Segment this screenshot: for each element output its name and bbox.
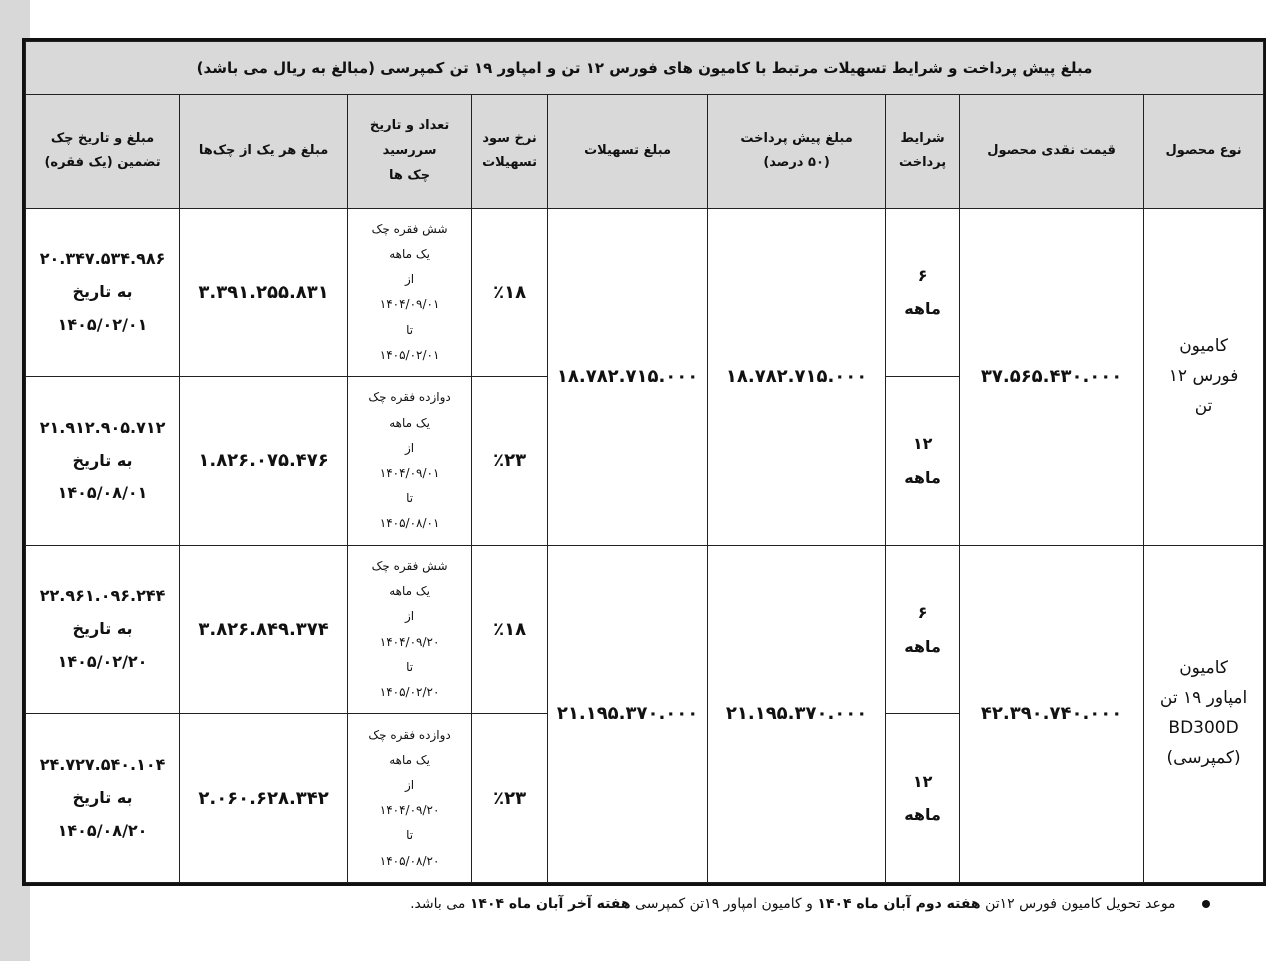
product-name-line: BD300D [1168, 717, 1239, 738]
product-name-line: تن [1194, 395, 1213, 416]
header-prepayment [708, 95, 886, 208]
header-line: پرداخت [898, 155, 947, 171]
payment-condition-cell [886, 545, 960, 714]
cheque-schedule-cell [348, 208, 472, 377]
product-name-line: کامیون [1179, 336, 1228, 357]
schedule-line: یک ماهه [389, 415, 430, 430]
schedule-line: ۱۴۰۴/۰۹/۲۰ [379, 634, 440, 649]
footnote-bold-text: هفته دوم آبان ماه ۱۴۰۴ [817, 896, 981, 912]
guarantee-cell [26, 377, 180, 546]
schedule-line: یک ماهه [389, 584, 430, 599]
schedule-line: تا [406, 322, 414, 337]
schedule-line: تا [406, 828, 414, 843]
header-rate [472, 95, 548, 208]
schedule-line: ۱۴۰۵/۰۸/۲۰ [379, 853, 440, 868]
schedule-line: از [405, 440, 415, 455]
pricing-table-frame [22, 38, 1266, 886]
schedule-line: شش فقره چک [371, 221, 448, 236]
schedule-line: یک ماهه [389, 247, 430, 261]
schedule-line: تا [406, 659, 414, 674]
bullet-icon [1202, 900, 1210, 908]
table-row [26, 208, 1264, 377]
payment-condition-cell [886, 714, 960, 883]
product-name-cell [1144, 208, 1264, 545]
payment-condition-cell [886, 208, 960, 377]
schedule-line: ۱۴۰۴/۰۹/۲۰ [379, 803, 440, 818]
schedule-line: یک ماهه [389, 752, 430, 767]
schedule-line: از [405, 777, 415, 792]
footnote-text: و کامیون امپاور ۱۹تن کمپرسی [635, 896, 813, 912]
guarantee-line: ۲۲.۹۶۱.۰۹۶.۲۴۴ [39, 586, 166, 606]
delivery-footnote [210, 893, 1210, 915]
header-product: نوع محصول [1144, 95, 1264, 208]
header-line: تعداد و تاریخ [369, 118, 450, 134]
header-line: سررسید [382, 143, 437, 159]
header-line: تضمین (یک فقره) [44, 155, 161, 171]
header-line: نرخ سود [482, 130, 537, 146]
header-each-cheque: مبلغ هر یک از چک‌ها [180, 95, 348, 208]
condition-line: ماهه [904, 636, 941, 656]
prepayment-cell: ۱۸.۷۸۲.۷۱۵.۰۰۰ [708, 208, 886, 545]
condition-line: ۱۲ [912, 771, 933, 791]
guarantee-cell [26, 714, 180, 883]
each-cheque-cell: ۳.۸۲۶.۸۴۹.۳۷۴ [180, 545, 348, 714]
cheque-schedule-cell [348, 377, 472, 546]
product-name-cell [1144, 545, 1264, 882]
schedule-line: ۱۴۰۵/۰۲/۰۱ [379, 347, 440, 362]
facility-cell: ۱۸.۷۸۲.۷۱۵.۰۰۰ [548, 208, 708, 545]
header-payment-condition [886, 95, 960, 208]
schedule-line: دوازده فقره چک [368, 390, 451, 405]
header-cheques [348, 95, 472, 208]
guarantee-line: ۱۴۰۵/۰۸/۲۰ [57, 820, 148, 840]
product-name-line: امپاور ۱۹ تن [1159, 688, 1248, 709]
condition-line: ۱۲ [912, 434, 933, 454]
rate-cell: ٪۲۳ [472, 714, 548, 883]
each-cheque-cell: ۳.۳۹۱.۲۵۵.۸۳۱ [180, 208, 348, 377]
condition-line: ۶ [917, 602, 928, 622]
guarantee-line: ۱۴۰۵/۰۲/۲۰ [57, 651, 148, 671]
guarantee-line: ۱۴۰۵/۰۲/۰۱ [57, 314, 148, 334]
guarantee-line: ۲۴.۷۲۷.۵۴۰.۱۰۴ [39, 754, 166, 774]
header-line: مبلغ و تاریخ چک [50, 130, 155, 146]
product-name-line: فورس ۱۲ [1168, 365, 1239, 386]
table-row [26, 545, 1264, 714]
guarantee-line: ۱۴۰۵/۰۸/۰۱ [57, 483, 148, 503]
condition-line: ۶ [917, 265, 928, 285]
header-line: تسهیلات [482, 155, 538, 171]
each-cheque-cell: ۲.۰۶۰.۶۲۸.۳۴۲ [180, 714, 348, 883]
footnote-text: می باشد. [410, 896, 466, 912]
facility-cell: ۲۱.۱۹۵.۳۷۰.۰۰۰ [548, 545, 708, 882]
footnote-bold-text: هفته آخر آبان ماه ۱۴۰۴ [469, 896, 631, 912]
cheque-schedule-cell [348, 714, 472, 883]
cheque-schedule-cell [348, 545, 472, 714]
condition-line: ماهه [904, 299, 941, 319]
schedule-line: ۱۴۰۴/۰۹/۰۱ [379, 297, 440, 312]
guarantee-line: به تاریخ [72, 450, 133, 470]
prepayment-cell: ۲۱.۱۹۵.۳۷۰.۰۰۰ [708, 545, 886, 882]
header-facility: مبلغ تسهیلات [548, 95, 708, 208]
schedule-line: شش فقره چک [371, 559, 448, 573]
guarantee-line: به تاریخ [72, 281, 133, 301]
header-line: شرایط [900, 130, 945, 146]
payment-condition-cell [886, 377, 960, 546]
schedule-line: ۱۴۰۴/۰۹/۰۱ [379, 465, 440, 480]
guarantee-line: ۲۱.۹۱۲.۹۰۵.۷۱۲ [39, 417, 166, 437]
table-title: مبلغ پیش پرداخت و شرایط تسهیلات مرتبط با کامیون های فورس ۱۲ تن و امپاور ۱۹ تن کمپرسی (مبالغ به ریال می باشد) [26, 42, 1264, 95]
cash-price-cell: ۴۲.۳۹۰.۷۴۰.۰۰۰ [960, 545, 1144, 882]
schedule-line: دوازده فقره چک [368, 727, 451, 742]
schedule-line: تا [406, 491, 414, 506]
header-line: (۵۰ درصد) [763, 155, 830, 171]
guarantee-line: به تاریخ [72, 619, 133, 639]
each-cheque-cell: ۱.۸۲۶.۰۷۵.۴۷۶ [180, 377, 348, 546]
rate-cell: ٪۱۸ [472, 545, 548, 714]
footnote-text: موعد تحویل کامیون فورس ۱۲تن [985, 896, 1176, 912]
guarantee-cell [26, 208, 180, 377]
product-name-line: (کمپرسی) [1166, 747, 1241, 768]
guarantee-line: ۲۰.۳۴۷.۵۳۴.۹۸۶ [39, 249, 166, 269]
schedule-line: از [405, 609, 415, 624]
rate-cell: ٪۲۳ [472, 377, 548, 546]
header-cash-price: قیمت نقدی محصول [960, 95, 1144, 208]
rate-cell: ٪۱۸ [472, 208, 548, 377]
cash-price-cell: ۳۷.۵۶۵.۴۳۰.۰۰۰ [960, 208, 1144, 545]
product-name-line: کامیون [1179, 658, 1228, 679]
pricing-table [25, 41, 1264, 883]
condition-line: ماهه [904, 805, 941, 825]
schedule-line: ۱۴۰۵/۰۸/۰۱ [379, 516, 440, 531]
header-line: مبلغ پیش پرداخت [740, 130, 853, 146]
schedule-line: ۱۴۰۵/۰۲/۲۰ [379, 684, 440, 699]
schedule-line: از [405, 272, 415, 287]
guarantee-cell [26, 545, 180, 714]
condition-line: ماهه [904, 467, 941, 487]
header-guarantee [26, 95, 180, 208]
guarantee-line: به تاریخ [72, 787, 133, 807]
header-line: چک ها [389, 167, 431, 183]
